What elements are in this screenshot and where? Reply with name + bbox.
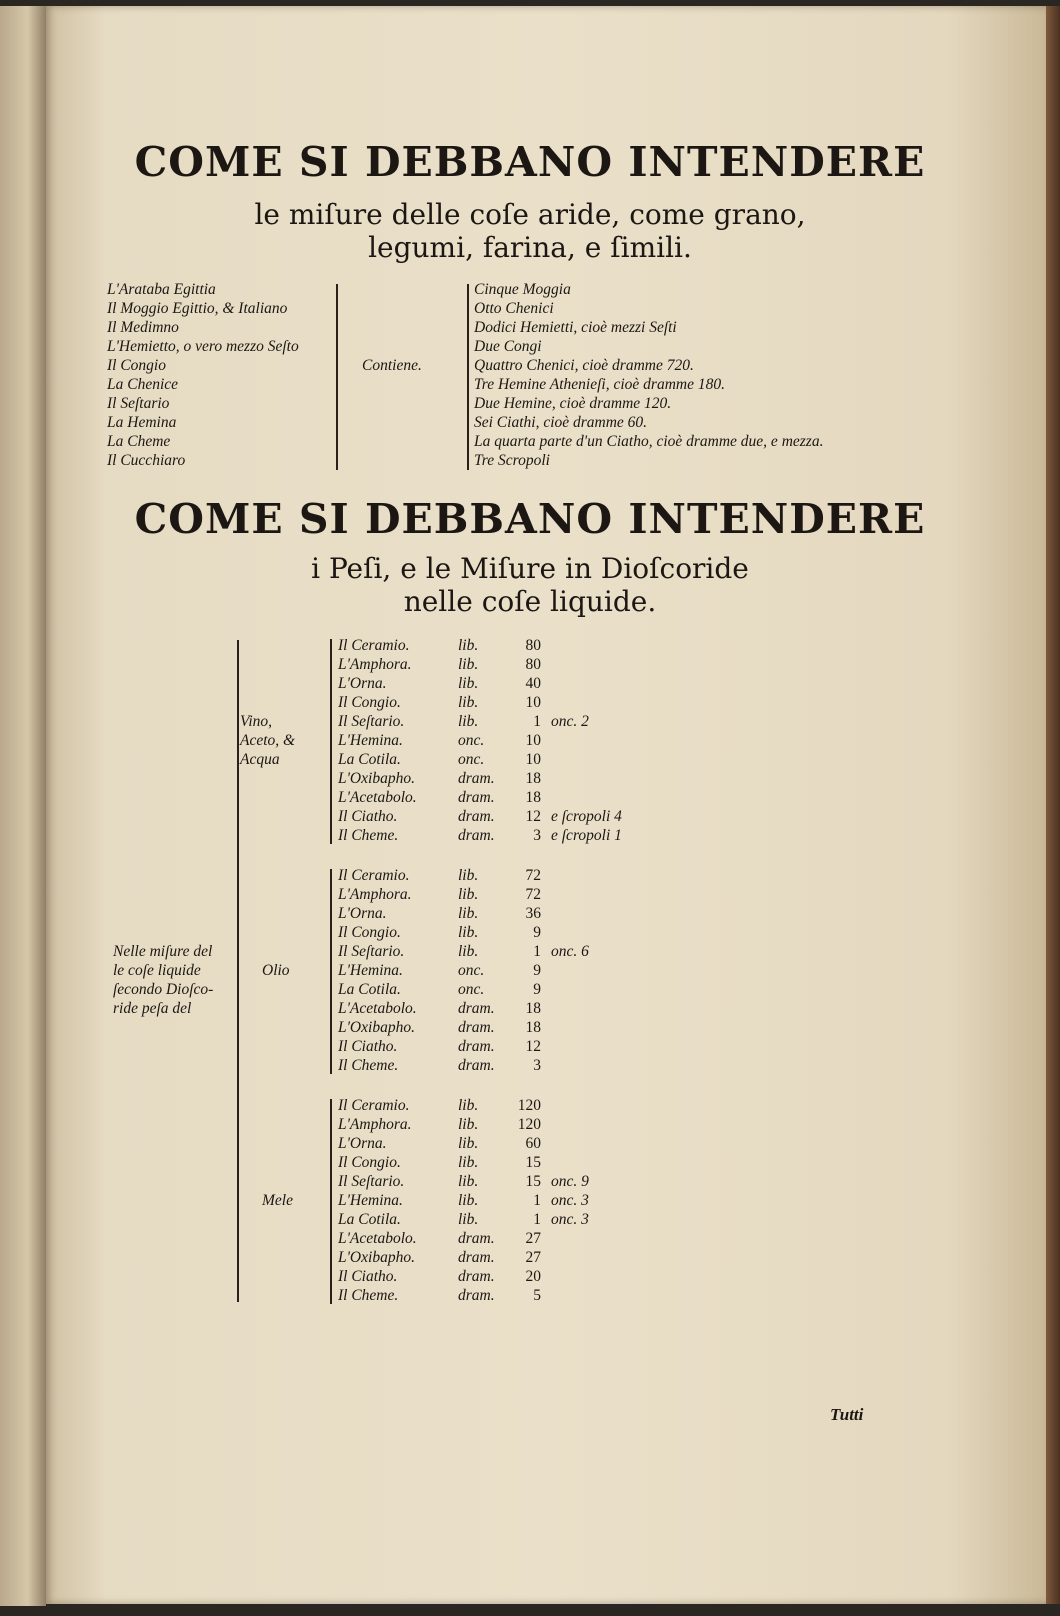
liquid-unit: lib. — [458, 886, 479, 903]
liquid-unit: lib. — [458, 1135, 479, 1152]
liquid-measure-name: L'Oxibapho. — [338, 770, 415, 787]
liquid-extra: onc. 3 — [551, 1192, 589, 1209]
liquid-amount: 40 — [525, 675, 541, 692]
outer-label: ride peſa del — [113, 1000, 192, 1017]
liquid-measure-name: L'Hemina. — [338, 732, 403, 749]
liquid-unit: dram. — [458, 1268, 495, 1285]
liquid-unit: dram. — [458, 1057, 495, 1074]
liquid-measure-name: Il Ceramio. — [338, 867, 410, 884]
dry-left-item: Il Cucchiaro — [107, 452, 186, 469]
dry-left-item: Il Congio — [107, 357, 166, 374]
group-label: Acqua — [240, 751, 280, 768]
liquid-amount: 72 — [525, 886, 541, 903]
liquid-measure-name: L'Orna. — [338, 1135, 387, 1152]
liquid-measure-name: Il Ceramio. — [338, 1097, 410, 1114]
liquid-amount: 18 — [525, 789, 541, 806]
liquid-extra: onc. 6 — [551, 943, 589, 960]
liquid-measure-name: La Cotila. — [338, 751, 401, 768]
subheading-dry-line2: legumi, farina, e ſimili. — [368, 231, 692, 264]
outer-label: ſecondo Dioſco- — [113, 981, 214, 998]
group-label: Mele — [262, 1192, 293, 1209]
liquid-amount: 27 — [525, 1230, 541, 1247]
dry-left-item: Il Seſtario — [107, 395, 170, 412]
liquid-unit: lib. — [458, 1097, 479, 1114]
liquid-measure-name: Il Cheme. — [338, 827, 399, 844]
liquid-measure-name: Il Seſtario. — [338, 1173, 405, 1190]
dry-right-item: Cinque Moggia — [474, 281, 571, 298]
liquid-amount: 120 — [517, 1097, 541, 1114]
liquid-unit: lib. — [458, 905, 479, 922]
liquid-amount: 15 — [525, 1154, 541, 1171]
liquid-amount: 80 — [525, 656, 541, 673]
liquid-unit: dram. — [458, 789, 495, 806]
liquid-amount: 1 — [533, 943, 541, 960]
dry-right-item: Dodici Hemietti, cioè mezzi Seſti — [474, 319, 677, 336]
liquid-amount: 1 — [533, 1192, 541, 1209]
liquid-measure-name: Il Seſtario. — [338, 943, 405, 960]
liquid-measure-name: L'Oxibapho. — [338, 1019, 415, 1036]
liquid-measure-name: L'Acetabolo. — [338, 1230, 417, 1247]
liquid-amount: 10 — [525, 751, 541, 768]
dry-right-item: La quarta parte d'un Ciatho, cioè dramme due, e mezza. — [474, 433, 824, 450]
dry-left-item: La Cheme — [107, 433, 171, 450]
liquid-unit: onc. — [458, 981, 485, 998]
liquid-unit: dram. — [458, 1038, 495, 1055]
liquid-unit: dram. — [458, 1230, 495, 1247]
contiene-label: Contiene. — [362, 357, 422, 374]
dry-left-item: Il Medimno — [107, 319, 179, 336]
group-label: Aceto, & — [240, 732, 296, 749]
liquid-amount: 18 — [525, 770, 541, 787]
dry-left-item: Il Moggio Egittio, & Italiano — [107, 300, 288, 317]
liquid-amount: 27 — [525, 1249, 541, 1266]
group-label: Olio — [262, 962, 290, 979]
heading-liquid-measures: COME SI DEBBANO INTENDERE — [134, 495, 926, 543]
subheading-liquid-line2: nelle coſe liquide. — [403, 585, 657, 618]
liquid-amount: 20 — [525, 1268, 541, 1285]
liquid-unit: lib. — [458, 675, 479, 692]
dry-brace-left — [336, 284, 338, 470]
liquid-unit: lib. — [458, 1116, 479, 1133]
liquid-extra: e ſcropoli 1 — [551, 827, 622, 844]
liquid-unit: lib. — [458, 924, 479, 941]
liquid-amount: 12 — [525, 1038, 541, 1055]
dry-brace-right — [467, 284, 469, 470]
liquid-unit: dram. — [458, 1287, 495, 1304]
liquid-amount: 10 — [525, 694, 541, 711]
liquid-amount: 9 — [533, 962, 541, 979]
liquid-measure-name: Il Ciatho. — [338, 808, 398, 825]
dry-right-item: Due Hemine, cioè dramme 120. — [474, 395, 672, 412]
liquid-measure-name: Il Seſtario. — [338, 713, 405, 730]
dry-right-item: Tre Hemine Athenieſi, cioè dramme 180. — [474, 376, 725, 393]
liquid-unit: lib. — [458, 637, 479, 654]
group-brace — [330, 869, 332, 1074]
liquid-measure-name: Il Ceramio. — [338, 637, 410, 654]
group-brace — [330, 1099, 332, 1304]
liquid-amount: 1 — [533, 1211, 541, 1228]
liquid-measure-name: L'Hemina. — [338, 1192, 403, 1209]
heading-dry-measures: COME SI DEBBANO INTENDERE — [134, 138, 926, 186]
dry-left-item: L'Hemietto, o vero mezzo Seſto — [107, 338, 299, 355]
liquid-measure-name: La Cotila. — [338, 981, 401, 998]
liquid-unit: lib. — [458, 867, 479, 884]
liquid-amount: 60 — [525, 1135, 541, 1152]
liquid-measure-name: Il Cheme. — [338, 1287, 399, 1304]
dry-left-item: L'Arataba Egittia — [107, 281, 216, 298]
liquid-measure-name: L'Orna. — [338, 905, 387, 922]
liquid-extra: e ſcropoli 4 — [551, 808, 622, 825]
liquid-measure-name: L'Oxibapho. — [338, 1249, 415, 1266]
liquid-extra: onc. 9 — [551, 1173, 589, 1190]
outer-label: le coſe liquide — [113, 962, 201, 979]
liquid-unit: dram. — [458, 827, 495, 844]
liquid-measure-name: Il Congio. — [338, 1154, 401, 1171]
liquid-measure-name: Il Ciatho. — [338, 1038, 398, 1055]
dry-left-item: La Chenice — [107, 376, 179, 393]
liquid-amount: 5 — [533, 1287, 541, 1304]
liquid-amount: 3 — [533, 1057, 541, 1074]
dry-right-item: Tre Scropoli — [474, 452, 550, 469]
liquid-measure-name: Il Cheme. — [338, 1057, 399, 1074]
liquid-measure-name: L'Amphora. — [338, 886, 412, 903]
catchword: Tutti — [830, 1405, 864, 1424]
liquid-unit: lib. — [458, 713, 479, 730]
dry-right-item: Due Congi — [474, 338, 542, 355]
liquid-measure-name: La Cotila. — [338, 1211, 401, 1228]
liquid-unit: dram. — [458, 770, 495, 787]
liquid-amount: 18 — [525, 1000, 541, 1017]
liquid-amount: 9 — [533, 981, 541, 998]
liquid-unit: lib. — [458, 656, 479, 673]
outer-brace — [237, 640, 239, 1302]
liquid-unit: lib. — [458, 1192, 479, 1209]
liquid-unit: lib. — [458, 1211, 479, 1228]
liquid-unit: dram. — [458, 1249, 495, 1266]
dry-right-item: Sei Ciathi, cioè dramme 60. — [474, 414, 648, 431]
liquid-measure-name: L'Orna. — [338, 675, 387, 692]
dry-left-item: La Hemina — [107, 414, 177, 431]
liquid-amount: 10 — [525, 732, 541, 749]
liquid-measure-name: L'Hemina. — [338, 962, 403, 979]
liquid-amount: 1 — [533, 713, 541, 730]
group-label: Vino, — [240, 713, 272, 730]
liquid-extra: onc. 2 — [551, 713, 589, 730]
dry-right-item: Otto Chenici — [474, 300, 554, 317]
liquid-amount: 18 — [525, 1019, 541, 1036]
liquid-unit: dram. — [458, 1000, 495, 1017]
liquid-measure-name: Il Congio. — [338, 694, 401, 711]
liquid-unit: onc. — [458, 962, 485, 979]
liquid-measure-name: L'Amphora. — [338, 656, 412, 673]
liquid-amount: 72 — [525, 867, 541, 884]
liquid-measure-name: L'Amphora. — [338, 1116, 412, 1133]
subheading-dry-line1: le miſure delle coſe aride, come grano, — [254, 198, 806, 231]
liquid-unit: dram. — [458, 808, 495, 825]
liquid-amount: 12 — [525, 808, 541, 825]
liquid-amount: 9 — [533, 924, 541, 941]
liquid-amount: 36 — [525, 905, 541, 922]
liquid-measure-name: Il Ciatho. — [338, 1268, 398, 1285]
liquid-unit: onc. — [458, 732, 485, 749]
liquid-amount: 120 — [517, 1116, 541, 1133]
liquid-measure-name: Il Congio. — [338, 924, 401, 941]
subheading-liquid-line1: i Peſi, e le Miſure in Dioſcoride — [311, 552, 749, 585]
group-brace — [330, 639, 332, 844]
liquid-unit: lib. — [458, 1154, 479, 1171]
liquid-unit: lib. — [458, 694, 479, 711]
liquid-amount: 80 — [525, 637, 541, 654]
liquid-measure-name: L'Acetabolo. — [338, 789, 417, 806]
liquid-unit: lib. — [458, 1173, 479, 1190]
outer-label: Nelle miſure del — [113, 943, 213, 960]
liquid-amount: 3 — [533, 827, 541, 844]
dry-right-item: Quattro Chenici, cioè dramme 720. — [474, 357, 694, 374]
liquid-extra: onc. 3 — [551, 1211, 589, 1228]
liquid-unit: dram. — [458, 1019, 495, 1036]
liquid-measure-name: L'Acetabolo. — [338, 1000, 417, 1017]
liquid-unit: lib. — [458, 943, 479, 960]
liquid-amount: 15 — [525, 1173, 541, 1190]
liquid-unit: onc. — [458, 751, 485, 768]
